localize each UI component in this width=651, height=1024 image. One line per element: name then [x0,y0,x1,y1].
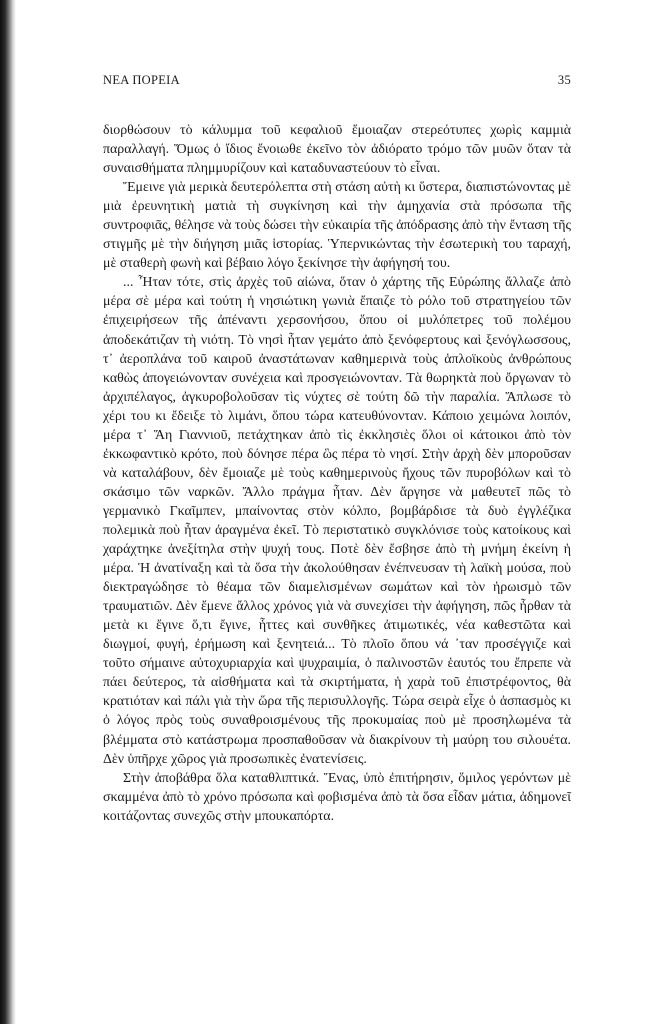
page-header [103,73,571,88]
paragraph-2: Ἔμεινε γιὰ μερικὰ δευτερόλεπτα στὴ στάση αὐτὴ κι ὕστερα, διαπιστώνοντας μὲ μιὰ ἐρευνητικὴ ματιὰ τὴ συγκίνηση καὶ τὴν ἀμηχανία στὰ πρόσωπα τῆς συντροφιᾶς, θέλησε νὰ τοὺς δώσει τὴν εὐκαιρία τῆς ἀπόδρασης ἀπὸ τὴν ἔνταση τῆς στιγμῆς μὲ τὴν διήγηση μιᾶς ἱστορίας. Ὑπερνικώντας τὴν ἐσωτερικὴ του ταραχή, μὲ σταθερὴ φωνὴ καὶ βέβαιο λόγο ξεκίνησε τὴν ἀφήγησή του. [103,180,571,272]
running-title: ΝΕΑ ΠΟΡΕΙΑ [103,73,180,87]
paragraph-3: ... Ἦταν τότε, στὶς ἀρχὲς τοῦ αἰώνα, ὅταν ὁ χάρτης τῆς Εὐρώπης ἄλλαζε ἀπὸ μέρα σὲ μέρα καὶ τούτη ἡ νησιώτικη γωνιὰ ἔπαιζε τὸ ρόλο τοῦ στρατηγείου τῶν ἐπιχειρήσεων τῆς ἀπέναντι χερσονήσου, ὅπου οἱ μυλόπετρες τοῦ πολέμου ἀποδεκάτιζαν τὴ νιότη. Τὸ νησὶ ἦταν γεμάτο ἀπὸ ξενόφερτους καὶ ξενόγλωσσους, τ᾽ ἀεροπλάνα τοῦ καιροῦ ἀναστάτωναν καθημερινὰ τοὺς ἁπλοϊκοὺς ἀνθρώπους καθὼς ἀπογειώνονταν συνέχεια καὶ προσγειώνονταν. Τὰ θωρηκτὰ ποὺ ὄργωναν τὸ ἀρχιπέλαγος, ἀγκυροβολοῦσαν τὶς νύχτες σὲ τούτη δῶ τὴν παραλία. Ἅπλωσε τὸ χέρι του κι ἔδειξε τὸ λιμάνι, ὅπου τώρα κατευθύνονταν. Κάποιο χειμώνα λοιπόν, μέρα τ᾽ Ἅη Γιαννιοῦ, πετάχτηκαν ἀπὸ τὶς ἐκκλησιὲς ὅλοι οἱ κάτοικοι ἀπὸ τὸν ἐκκωφαντικὸ κρότο, ποὺ δόνησε πέρα ὣς πέρα τὸ νησί. Στὴν ἀρχὴ δὲν μποροῦσαν νὰ καταλάβουν, δὲν ἔμοιαζε μὲ τοὺς καθημερινοὺς ἤχους τῶν πυροβόλων καὶ τὸ σκάσιμο τῶν ναρκῶν. Ἄλλο πράγμα ἦταν. Δὲν ἄργησε νὰ μαθευτεῖ πῶς τὸ γερμανικὸ Γκαῖμπεν, μπαίνοντας στὸν κόλπο, βομβάρδισε τὰ δυὸ ἐγγλέζικα πολεμικὰ ποὺ ἦταν ἀραγμένα ἐκεῖ. Τὸ περιστατικὸ συγκλόνισε τοὺς κατοίκους καὶ χαράχτηκε ἀνεξίτηλα στὴν ψυχή τους. Ποτὲ δὲν ἔσβησε ἀπὸ τὴ μνήμη ἐκείνη ἡ μέρα. Ἡ ἀνατίναξη καὶ τὰ ὅσα τὴν ἀκολούθησαν ἐνέπνευσαν τὴ λαϊκὴ μούσα, ποὺ διεκτραγώδησε τὸ θέαμα τῶν διαμελισμένων σωμάτων καὶ τὸν ἡρωισμὸ τῶν τραυματιῶν. Δὲν ἔμενε ἄλλος χρόνος γιὰ νὰ συνεχίσει τὴν ἀφήγηση, πῶς ἦρθαν τὰ μετὰ κι ἔγινε ὅ,τι ἔγινε, ἧττες καὶ συνθῆκες ἀτιμωτικές, νέα καθεστῶτα καὶ διωγμοί, φυγή, ἐρήμωση καὶ ξενητειά... Τὸ πλοῖο ὅπου νά ᾽ταν προσέγγιζε καὶ τοῦτο σήμαινε αὐτοχυριαρχία καὶ ψυχραιμία, ὁ παλινοστῶν ἑαυτός του ἔπρεπε νὰ πάει δεύτερος, τὰ αἰσθήματα καὶ τὰ σκιρτήματα, ἡ χαρὰ τοῦ ἐπιστρέφοντος, θὰ κρατιόταν καὶ πάλι γιὰ τὴν ὥρα τῆς περισυλλογῆς. Τώρα σειρὰ εἶχε ὁ ἀσπασμὸς κι ὁ λόγος πρὸς τοὺς συναθροισμένους τῆς προκυμαίας ποὺ μὲ προσηλωμένα τὰ βλέμματα στὸ κατάστρωμα προσπαθοῦσαν νὰ διακρίνουν τὴ μαύρη του σιλουέτα. Δὲν ὑπῆρχε χῶρος γιὰ προσωπικὲς ἐνατενίσεις. [103,275,571,767]
paragraph-4: Στὴν ἀποβάθρα ὅλα καταθλιπτικά. Ἕνας, ὑπὸ ἐπιτήρησιν, ὅμιλος γερόντων μὲ σκαμμένα ἀπὸ τὸ χρόνο πρόσωπα καὶ φοβισμένα ἀπὸ τὰ ὅσα εἶδαν μάτια, ἀδημονεῖ κοιτάζοντας συνεχῶς στὴν μπουκαπόρτα. [103,770,571,824]
body-text [103,121,571,826]
paragraph-1: διορθώσουν τὸ κάλυμμα τοῦ κεφαλιοῦ ἔμοιαζαν στερεότυπες χωρὶς καμμιὰ παραλλαγή. Ὅμως ὁ ἴδιος ἔνοιωθε ἐκεῖνο τὸν ἀδιόρατο τρόμο τῶν μυῶν ὅταν τὰ συναισθήματα πλημμυρίζουν καὶ καταδυναστεύουν τὸ εἶναι. [103,123,571,177]
page-number: 35 [557,73,571,87]
book-binding-shadow [0,0,16,1024]
